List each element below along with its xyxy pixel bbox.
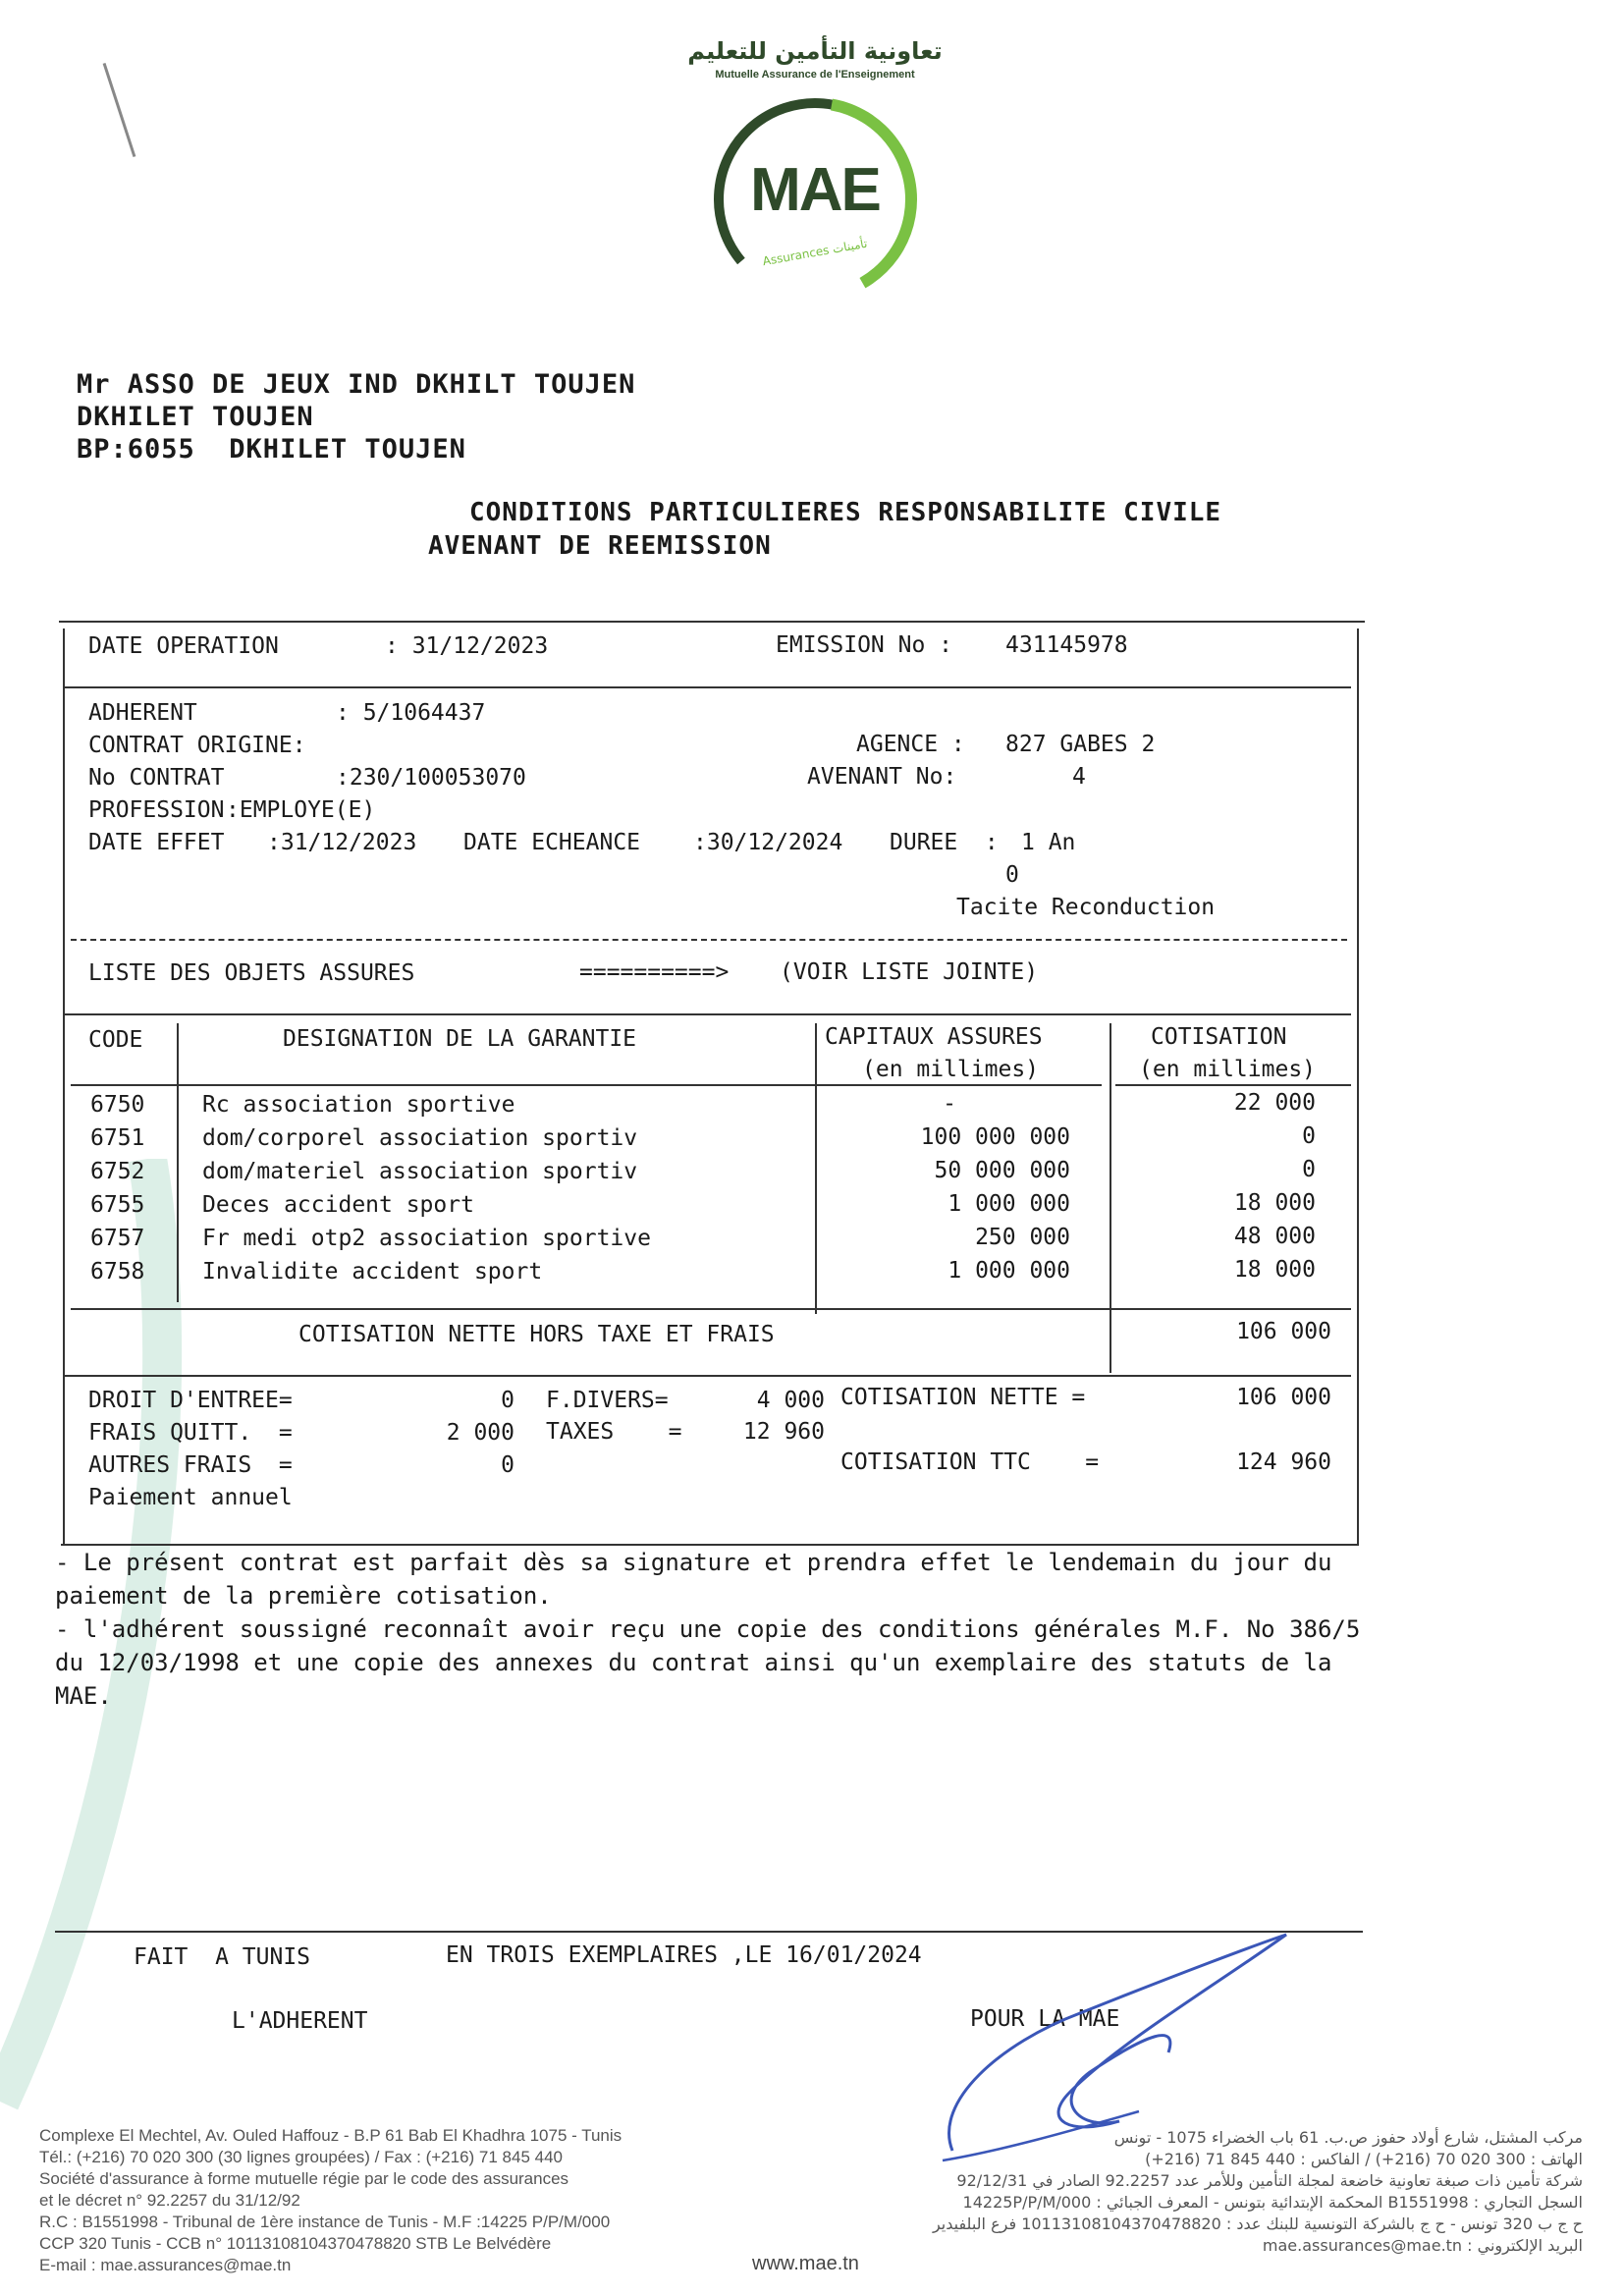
header-divider: [65, 686, 1351, 688]
table-rows-underline: [71, 1308, 1351, 1310]
footer-left-line: Tél.: (+216) 70 020 300 (30 lignes groupées) / Fax : (+216) 71 845 440: [39, 2148, 564, 2166]
col-cotisation-header: COTISATION: [1151, 1024, 1287, 1050]
date-echeance-label: DATE ECHEANCE: [463, 830, 641, 855]
footer-right-line: ح ج ب 320 تونس - ح ج بالشركة التونسية للبنك عدد : 10113108104370478820 فرع البلفيدير: [932, 2214, 1583, 2233]
cotisation-ttc-label: COTISATION TTC =: [840, 1449, 1100, 1475]
agence-label: AGENCE :: [856, 732, 965, 757]
date-effet-label: DATE EFFET: [88, 830, 225, 855]
website-link[interactable]: www.mae.tn: [752, 2253, 859, 2274]
table-col-separator-3: [1110, 1023, 1111, 1314]
footer-right: [864, 2127, 1583, 2257]
col-capitaux-header: CAPITAUX ASSURES: [825, 1024, 1043, 1050]
table-col-separator-2: [815, 1023, 817, 1314]
recipient-line-2: DKHILET TOUJEN: [77, 402, 314, 432]
adherent-value: : 5/1064437: [336, 700, 486, 726]
agence-value: 827 GABES 2: [1005, 732, 1156, 757]
table-header-underline-capitaux: [821, 1084, 1102, 1086]
objets-divider-dashed: [71, 939, 1347, 941]
footer-right-line: السجل التجاري : B1551998 المحكمة الإبتدائية بتونس - المعرف الجبائي : 14225P/P/M/000: [962, 2193, 1583, 2212]
row-code: 6751: [90, 1125, 145, 1151]
footer-left-line: et le décret n° 92.2257 du 31/12/92: [39, 2191, 300, 2210]
row-code: 6755: [90, 1192, 145, 1218]
row-designation: Fr medi otp2 association sportive: [202, 1226, 651, 1251]
total-separator: [1110, 1314, 1111, 1373]
taxes-value: 12 960: [742, 1419, 825, 1445]
footer-left-line: E-mail : mae.assurances@mae.tn: [39, 2256, 292, 2274]
recipient-line-1: Mr ASSO DE JEUX IND DKHILT TOUJEN: [77, 369, 636, 400]
footer-right-line: الهاتف : 300 020 70 (216+) / الفاكس : 440 845 71 (216+): [1145, 2150, 1583, 2168]
footer-left-line: CCP 320 Tunis - CCB n° 10113108104370478820 STB Le Belvédère: [39, 2234, 552, 2253]
reconduction-text: Tacite Reconduction: [956, 895, 1216, 920]
f-divers-value: 4 000: [756, 1388, 825, 1413]
note-paragraph-1: - Le présent contrat est parfait dès sa signature et prendra effet le lendemain du jour du paiement de la première cotisation.: [55, 1549, 1332, 1610]
paiement-text: Paiement annuel: [88, 1485, 293, 1510]
note-paragraph-2: - l'adhérent soussigné reconnaît avoir reçu une copie des conditions générales M.F. No 386/5 du 12/03/1998 et une copie des annexes du contrat ainsi qu'un exemplaire des statuts de la MAE.: [55, 1615, 1361, 1710]
row-designation: Invalidite accident sport: [202, 1259, 543, 1285]
row-designation: dom/materiel association sportiv: [202, 1159, 638, 1184]
row-code: 6757: [90, 1226, 145, 1251]
row-capital: 100 000 000: [920, 1124, 1070, 1150]
footer-left-line: Complexe El Mechtel, Av. Ouled Haffouz - B.P 61 Bab El Khadhra 1075 - Tunis: [39, 2126, 623, 2145]
logo-french-name: Mutuelle Assurance de l'Enseignement: [715, 69, 915, 81]
col-code-header: CODE: [88, 1027, 143, 1053]
droit-entree-label: DROIT D'ENTREE=: [88, 1388, 293, 1413]
col-cotisation-unit: (en millimes): [1139, 1057, 1317, 1082]
objets-value: (VOIR LISTE JOINTE): [780, 959, 1039, 985]
row-code: 6758: [90, 1259, 145, 1285]
row-cotisation: 18 000: [1233, 1257, 1316, 1283]
frais-quitt-value: 2 000: [446, 1420, 514, 1446]
adherent-label: ADHERENT: [88, 700, 197, 726]
objets-label: LISTE DES OBJETS ASSURES: [88, 960, 415, 986]
row-cotisation: 0: [1302, 1157, 1316, 1182]
footer-right-line: البريد الإلكتروني : mae.assurances@mae.tn: [1262, 2236, 1583, 2255]
row-capital: 1 000 000: [947, 1258, 1070, 1284]
table-top-rule: [65, 1013, 1351, 1015]
row-designation: Rc association sportive: [202, 1092, 515, 1118]
logo-arabic-name: تعاونية التأمين للتعليم: [687, 37, 943, 65]
f-divers-label: F.DIVERS=: [546, 1388, 669, 1413]
droit-entree-value: 0: [501, 1388, 514, 1413]
col-designation-header: DESIGNATION DE LA GARANTIE: [283, 1026, 637, 1052]
row-code: 6750: [90, 1092, 145, 1118]
taxes-label: TAXES =: [546, 1419, 682, 1445]
row-cotisation: 0: [1302, 1123, 1316, 1149]
row-cotisation: 48 000: [1233, 1224, 1316, 1249]
duree-extra: 0: [1005, 862, 1019, 888]
table-header-underline: [71, 1084, 846, 1086]
document-subtitle: AVENANT DE REEMISSION: [428, 531, 772, 561]
autres-frais-value: 0: [501, 1452, 514, 1478]
logo: [687, 37, 943, 312]
row-capital: -: [943, 1091, 956, 1117]
total-label: COTISATION NETTE HORS TAXE ET FRAIS: [298, 1322, 775, 1347]
footer-left: [39, 2125, 746, 2276]
recipient-line-3: BP:6055 DKHILET TOUJEN: [77, 434, 466, 465]
frame-left-border: [63, 629, 65, 1544]
pour-mae-label: POUR LA MAE: [970, 2006, 1120, 2032]
duree-value: 1 An: [1021, 830, 1076, 855]
row-code: 6752: [90, 1159, 145, 1184]
row-cotisation: 22 000: [1233, 1090, 1316, 1116]
objets-arrow: ==========>: [579, 959, 730, 985]
footer-right-line: مركب المشتل، شارع أولاد حفوز ص.ب. 61 باب الخضراء 1075 - تونس: [1113, 2128, 1583, 2147]
date-operation-value: : 31/12/2023: [385, 633, 549, 659]
frame-top-rule: [59, 621, 1365, 623]
total-underline: [65, 1375, 1351, 1377]
logo-ring-text: Assurances تأمينات: [761, 236, 869, 269]
cotisation-nette-value: 106 000: [1236, 1385, 1331, 1410]
no-contrat-value: :230/100053070: [336, 765, 526, 791]
contrat-origine-label: CONTRAT ORIGINE:: [88, 733, 306, 758]
footer-left-line: Société d'assurance à forme mutuelle régie par le code des assurances: [39, 2169, 569, 2188]
row-cotisation: 18 000: [1233, 1190, 1316, 1216]
document-title: CONDITIONS PARTICULIERES RESPONSABILITE CIVILE: [469, 498, 1222, 527]
profession-label: PROFESSION: [88, 797, 225, 823]
duree-label: DUREE :: [890, 830, 999, 855]
fait-a-tunis: FAIT A TUNIS: [134, 1944, 311, 1970]
table-header-underline-cotisation: [1115, 1084, 1351, 1086]
date-echeance-value: :30/12/2024: [693, 830, 843, 855]
row-capital: 1 000 000: [947, 1191, 1070, 1217]
date-effet-value: :31/12/2023: [267, 830, 417, 855]
avenant-value: 4: [1072, 764, 1086, 790]
footer-right-line: شركة تأمين ذات صبغة تعاونية خاضعة لمجلة التأمين وللأمر عدد 92.2257 الصادر في 92/12/31: [956, 2171, 1583, 2190]
table-col-separator-1: [177, 1023, 179, 1302]
row-capital: 50 000 000: [934, 1158, 1070, 1183]
frais-quitt-label: FRAIS QUITT. =: [88, 1420, 293, 1446]
frame-right-border: [1357, 629, 1359, 1544]
avenant-label: AVENANT No:: [807, 764, 957, 790]
row-capital: 250 000: [975, 1225, 1070, 1250]
exemplaires-date: EN TROIS EXEMPLAIRES ,LE 16/01/2024: [446, 1942, 922, 1968]
adherent-signature-label: L'ADHERENT: [232, 2008, 368, 2034]
autres-frais-label: AUTRES FRAIS =: [88, 1452, 293, 1478]
total-value: 106 000: [1236, 1319, 1331, 1344]
no-contrat-label: No CONTRAT: [88, 765, 225, 791]
emission-label: EMISSION No :: [776, 632, 953, 658]
profession-value: :EMPLOYE(E): [226, 797, 376, 823]
footer-left-line: R.C : B1551998 - Tribunal de 1ère instance de Tunis - M.F :14225 P/P/M/000: [39, 2213, 611, 2231]
date-operation-label: DATE OPERATION: [88, 633, 279, 659]
pen-mark: [103, 63, 136, 157]
row-designation: dom/corporel association sportiv: [202, 1125, 638, 1151]
logo-acronym: MAE: [750, 156, 880, 224]
emission-value: 431145978: [1005, 632, 1128, 658]
col-capitaux-unit: (en millimes): [862, 1057, 1040, 1082]
cotisation-nette-label: COTISATION NETTE =: [840, 1385, 1086, 1410]
cotisation-ttc-value: 124 960: [1236, 1449, 1331, 1475]
row-designation: Deces accident sport: [202, 1192, 474, 1218]
